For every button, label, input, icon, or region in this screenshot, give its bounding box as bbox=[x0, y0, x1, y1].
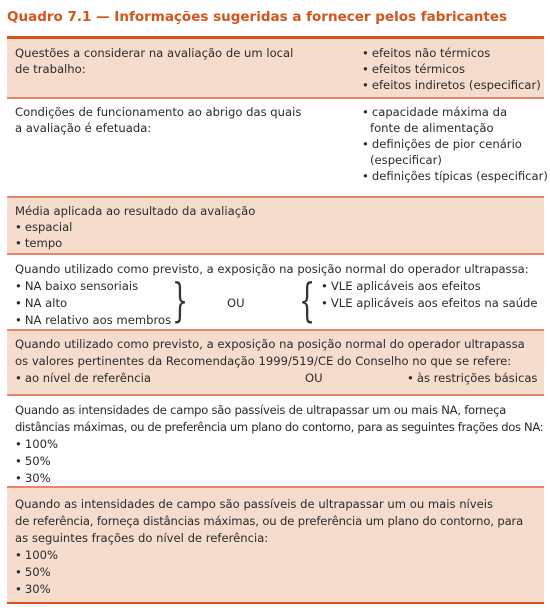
row1-right-item: • efeitos não térmicos bbox=[362, 45, 490, 61]
row2-right-item: • definições típicas (especificar) bbox=[362, 168, 548, 184]
table-row bbox=[7, 488, 544, 602]
table-row bbox=[7, 198, 544, 253]
row6-line1: Quando as intensidades de campo são passíveis de ultrapassar um ou mais NA, forneça bbox=[15, 403, 507, 417]
row1-right-item: • efeitos térmicos bbox=[362, 61, 465, 77]
row5-line2: os valores pertinentes da Recomendação 1999/519/CE do Conselho no que se refere: bbox=[15, 354, 512, 368]
row3-bullet: • espacial bbox=[15, 219, 72, 235]
table-title: Quadro 7.1 — Informações sugeridas a fornecer pelos fabricantes bbox=[7, 9, 508, 25]
row4-right-bullet: • VLE aplicáveis aos efeitos na saúde bbox=[321, 295, 538, 311]
row2-right-item-cont: (especificar) bbox=[370, 153, 442, 167]
row7-line2: de referência, forneça distâncias máximas, ou de preferência um plano do contorno, para bbox=[15, 514, 524, 528]
row7-bullet: • 100% bbox=[15, 547, 58, 563]
row6-line2: distâncias máximas, ou de preferência um plano do contorno, para as seguintes frações dos NA: bbox=[15, 420, 544, 434]
row1-left-line2: de trabalho: bbox=[15, 62, 86, 76]
table-row bbox=[7, 39, 544, 97]
row2-left-line1: Condições de funcionamento ao abrigo das quais bbox=[15, 105, 302, 119]
row5-ou: OU bbox=[305, 371, 323, 385]
row5-line1: Quando utilizado como previsto, a exposição na posição normal do operador ultrapassa bbox=[15, 337, 525, 351]
row3-text: Média aplicada ao resultado da avaliação bbox=[15, 204, 256, 218]
row1-left-line1: Questões a considerar na avaliação de um local bbox=[15, 46, 294, 60]
table-row bbox=[7, 255, 544, 329]
row7-bullet: • 50% bbox=[15, 564, 51, 580]
row2-right-item-cont: fonte de alimentação bbox=[370, 121, 494, 135]
row7-bullet: • 30% bbox=[15, 581, 51, 597]
row1-right-item: • efeitos indiretos (especificar) bbox=[362, 77, 541, 93]
table-row bbox=[7, 331, 544, 394]
row7-line3: as seguintes frações do nível de referência: bbox=[15, 531, 269, 545]
table-row bbox=[7, 396, 544, 486]
row4-text: Quando utilizado como previsto, a exposição na posição normal do operador ultrapassa: bbox=[15, 262, 529, 276]
close-brace-icon: } bbox=[172, 273, 189, 327]
info-table bbox=[7, 36, 548, 606]
table-bottom-rule bbox=[7, 602, 544, 604]
row6-bullet: • 50% bbox=[15, 453, 51, 469]
row4-ou: OU bbox=[227, 296, 245, 310]
row6-bullet: • 100% bbox=[15, 436, 58, 452]
row2-right-item: • definições de pior cenário bbox=[362, 136, 522, 152]
table-row bbox=[7, 99, 548, 196]
row4-left-bullet: • NA relativo aos membros bbox=[15, 312, 171, 328]
row7-line1: Quando as intensidades de campo são passíveis de ultrapassar um ou mais níveis bbox=[15, 497, 494, 511]
row3-bullet: • tempo bbox=[15, 235, 62, 251]
row4-left-bullet: • NA alto bbox=[15, 295, 67, 311]
row5-left-bullet: • ao nível de referência bbox=[15, 370, 151, 386]
row4-right-bullet: • VLE aplicáveis aos efeitos bbox=[321, 278, 481, 294]
row4-left-bullet: • NA baixo sensoriais bbox=[15, 278, 138, 294]
row2-left-line2: a avaliação é efetuada: bbox=[15, 121, 152, 135]
row2-right-item: • capacidade máxima da bbox=[362, 104, 507, 120]
row6-bullet: • 30% bbox=[15, 470, 51, 486]
row5-right-bullet: • às restrições básicas bbox=[407, 370, 537, 386]
open-brace-icon: { bbox=[299, 273, 316, 327]
